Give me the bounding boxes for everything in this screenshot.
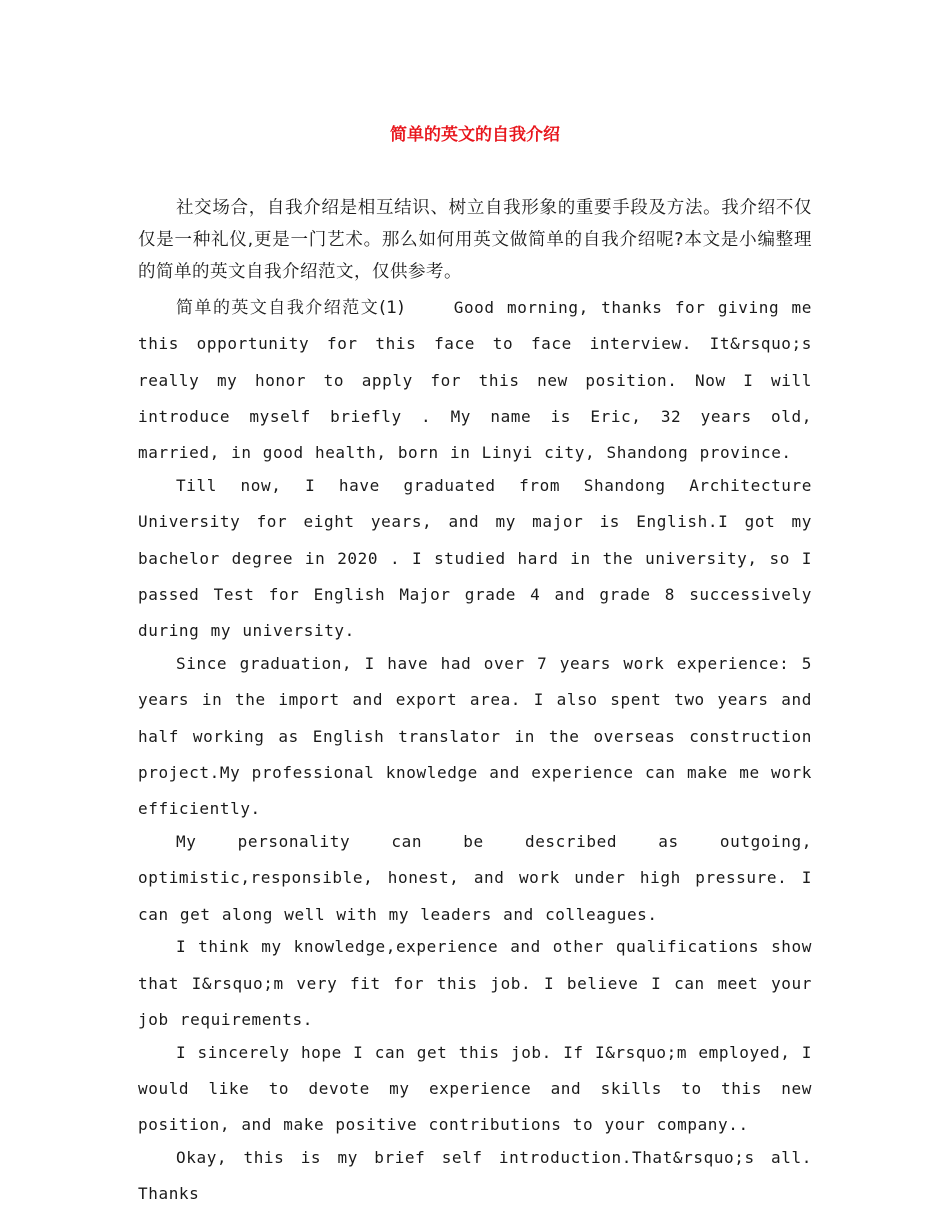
sample-heading: 简单的英文自我介绍范文(1)	[176, 298, 405, 318]
body-paragraph-1	[138, 290, 812, 471]
body-paragraph-2: Till now, I have graduated from Shandong Architecture University for eight years, and my major is English.I got my bachelor degree in 2020 . I studied hard in the university, so I passed Test for English Major grade 4 and grade 8 successively during my university.	[138, 475, 812, 641]
body-paragraph-6: I sincerely hope I can get this job. If I&rsquo;m employed, I would like to devote my experience and skills to this new position, and make positive contributions to your company..	[138, 1042, 812, 1135]
heading-gap	[404, 298, 453, 317]
body-paragraph-3: Since graduation, I have had over 7 years work experience: 5 years in the import and export area. I also spent two years and half working as English translator in the overseas construction project.My professional knowledge and experience can make me work efficiently.	[138, 653, 812, 819]
paragraph-text: Good morning, thanks for giving me this opportunity for this face to face interview. It&rsquo;s really my honor to apply for this new position. Now I will introduce myself briefly . My name is Eric, 32 years old, married, in good health, born in Linyi city, Shandong province.	[138, 298, 812, 463]
document-title: 简单的英文的自我介绍	[390, 125, 560, 145]
body-paragraph-5: I think my knowledge,experience and other qualifications show that I&rsquo;m very fit for this job. I believe I can meet your job requirements.	[138, 937, 812, 1029]
body-paragraph-4: My personality can be described as outgoing, optimistic,responsible, honest, and work under high pressure. I can get along well with my leaders and colleagues.	[138, 831, 812, 924]
intro-paragraph: 社交场合，自我介绍是相互结识、树立自我形象的重要手段及方法。我介绍不仅仅是一种礼仪,更是一门艺术。那么如何用英文做简单的自我介绍呢?本文是小编整理的简单的英文自我介绍范文，仅供参考。	[138, 198, 812, 282]
document-body	[138, 192, 812, 1209]
body-paragraph-7: Okay, this is my brief self introduction.That&rsquo;s all. Thanks	[138, 1148, 812, 1204]
